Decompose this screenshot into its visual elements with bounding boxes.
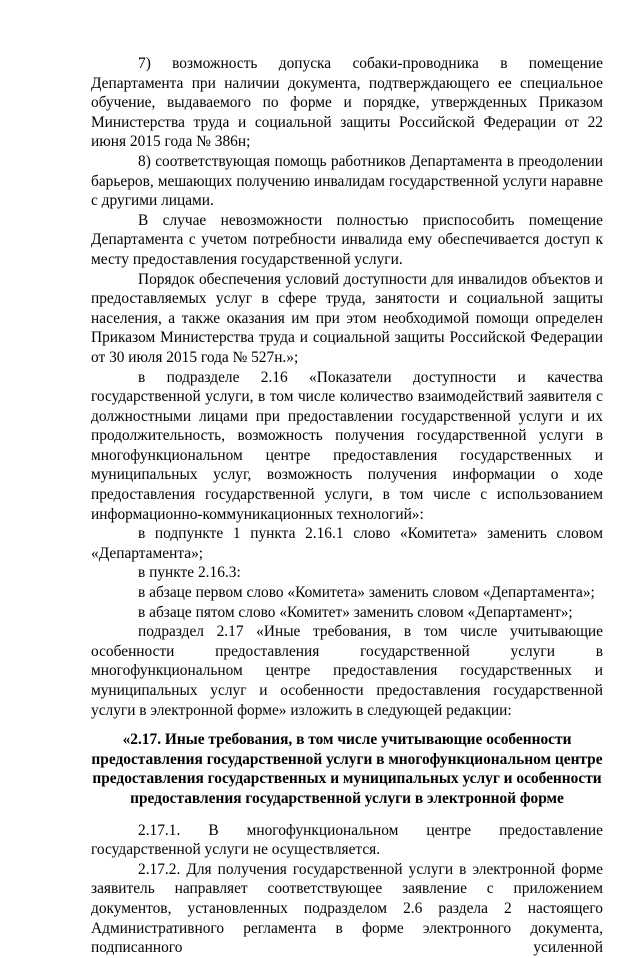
heading-line: «2.17. Иные требования, в том числе учитывающие особенности (122, 731, 572, 749)
section-heading-2-17 (91, 720, 603, 820)
heading-line: предоставления государственных и муниципальных услуг и особенности (92, 770, 602, 788)
paragraph-2-17-1: 2.17.1. В многофункциональном центре предоставление государственной услуги не осуществляется. (91, 821, 603, 859)
paragraph-fifth-abzac: в абзаце пятом слово «Комитет» заменить словом «Департамент»; (138, 603, 573, 621)
paragraph-subitem-2-16-1: в подпункте 1 пункта 2.16.1 слово «Комитета» заменить словом «Департамента»; (91, 525, 603, 562)
paragraph-2-17-2: 2.17.2. Для получения государственной услуги в электронной форме заявитель направляет соответствующее заявление с приложением документов, установленных подразделом 2.6 раздела 2 настоящего Административного регламента в форме электронного документа, подписанного усиленной (91, 860, 603, 957)
paragraph-item-2-16-3: в пункте 2.16.3: (138, 564, 241, 582)
document-page (91, 54, 603, 958)
paragraph-subsection-2-16: в подразделе 2.16 «Показатели доступности и качества государственной услуги, в том числе количество взаимодействий заявителя с должностными лицами при предоставлении государственной услуги и их продолжительность, возможность получения государственной услуги в многофункциональном центре предоставления государственных и муниципальных услуг, возможность получения информации о ходе предоставления государственной услуги, в том числе с использованием информационно-коммуникационных технологий»: (91, 368, 603, 523)
paragraph-first-abzac: в абзаце первом слово «Комитета» заменить словом «Департамента»; (138, 584, 595, 602)
paragraph-item-7: 7) возможность допуска собаки-проводника в помещение Департамента при наличии документа, подтверждающего ее специальное обучение, выдаваемого по форме и порядке, утвержденных Приказом Министерства труда и социальной защиты Российской Федерации от 22 июня 2015 года № 386н; (91, 55, 603, 151)
paragraph-accessibility-case: В случае невозможности полностью приспособить помещение Департамента с учетом потребности инвалида ему обеспечивается доступ к месту предоставления государственной услуги. (91, 211, 603, 268)
heading-line: предоставления государственной услуги в многофункциональном центре (91, 750, 603, 768)
heading-line: предоставления государственной услуги в электронной форме (130, 789, 564, 807)
paragraph-subsection-2-17: подраздел 2.17 «Иные требования, в том числе учитывающие особенности предоставления государственной услуги в многофункциональном центре предоставления государственных и муниципальных услуг и особенности предоставления государственной услуги в электронной форме» изложить в следующей редакции: (91, 623, 603, 719)
paragraph-accessibility-order: Порядок обеспечения условий доступности для инвалидов объектов и предоставляемых услуг в сфере труда, занятости и социальной защиты населения, а также оказания им при этом необходимой помощи определен Приказом Министерства труда и социальной защиты Российской Федерации от 30 июля 2015 года № 527н.»; (91, 270, 603, 366)
paragraph-item-8: 8) соответствующая помощь работников Департамента в преодолении барьеров, мешающих получению инвалидам государственной услуги наравне с другими лицами. (91, 152, 603, 210)
